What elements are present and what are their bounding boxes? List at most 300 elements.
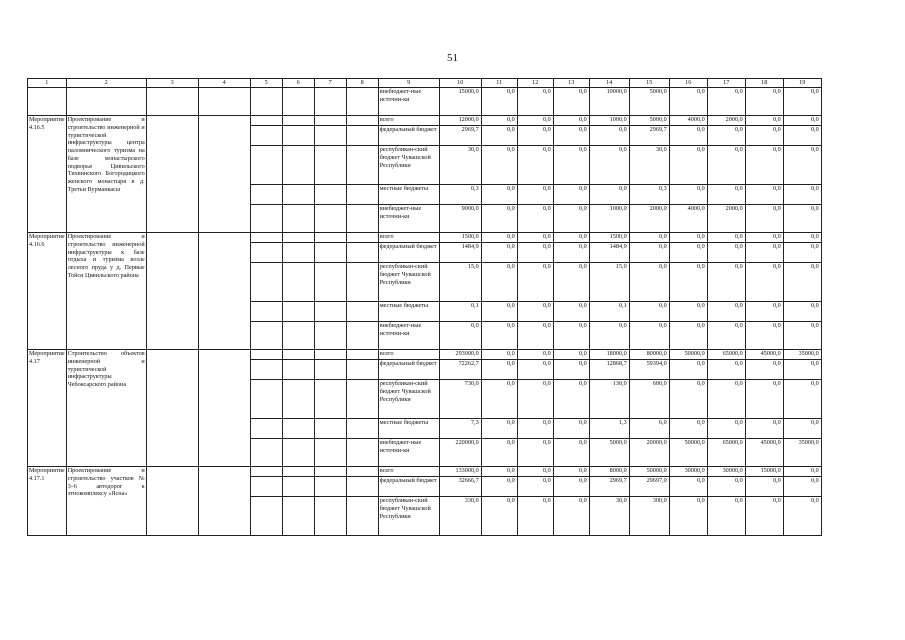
measure-id: Мероприятие 4.17.1 <box>28 467 67 536</box>
amount-cell: 0,0 <box>553 88 589 116</box>
amount-cell: 0,0 <box>589 185 629 205</box>
amount-cell: 20000,0 <box>629 439 669 467</box>
empty-cell <box>314 116 346 126</box>
amount-cell: 15,0 <box>439 263 481 302</box>
empty-cell <box>346 205 378 233</box>
empty-cell <box>346 263 378 302</box>
amount-cell: 0,0 <box>707 360 745 380</box>
amount-cell: 0,0 <box>553 497 589 536</box>
amount-cell: 0,0 <box>783 322 821 350</box>
measure-name: Проектирование и строительство инженерной инфраструктуры к базе отдыха и туризма возле лесного пруда у д. Первые Тойси Цивильского района <box>66 233 146 350</box>
empty-cell <box>346 419 378 439</box>
column-number: 7 <box>314 79 346 88</box>
amount-cell: 0,0 <box>745 185 783 205</box>
empty-cell <box>250 380 282 419</box>
funding-source: федеральный бюджет <box>378 477 439 497</box>
amount-cell: 35000,0 <box>783 350 821 360</box>
amount-cell: 65000,0 <box>707 350 745 360</box>
amount-cell: 330,0 <box>439 497 481 536</box>
amount-cell: 30000,0 <box>669 467 707 477</box>
amount-cell: 1500,0 <box>439 233 481 243</box>
amount-cell: 0,0 <box>481 233 517 243</box>
amount-cell: 1484,9 <box>589 243 629 263</box>
amount-cell: 0,0 <box>707 419 745 439</box>
funding-source: республикан-ский бюджет Чувашской Республики <box>378 263 439 302</box>
amount-cell: 0,0 <box>481 350 517 360</box>
funding-source: всего <box>378 467 439 477</box>
amount-cell: 133000,0 <box>439 467 481 477</box>
column-number: 16 <box>669 79 707 88</box>
amount-cell: 29697,0 <box>629 477 669 497</box>
amount-cell: 0,0 <box>589 146 629 185</box>
amount-cell: 0,0 <box>553 419 589 439</box>
amount-cell: 0,0 <box>629 322 669 350</box>
amount-cell: 0,0 <box>517 116 553 126</box>
amount-cell: 1000,0 <box>589 116 629 126</box>
empty-cell <box>314 205 346 233</box>
empty-cell <box>346 88 378 116</box>
funding-source: внебюджет-ные источни-ки <box>378 88 439 116</box>
empty-cell <box>346 467 378 477</box>
amount-cell: 0,1 <box>589 302 629 322</box>
empty-cell <box>314 477 346 497</box>
empty-cell <box>282 322 314 350</box>
amount-cell: 0,0 <box>745 88 783 116</box>
amount-cell: 65000,0 <box>707 439 745 467</box>
empty-cell <box>346 126 378 146</box>
amount-cell: 0,0 <box>745 477 783 497</box>
empty-cell <box>250 233 282 243</box>
funding-source: внебюджет-ные источни-ки <box>378 322 439 350</box>
amount-cell: 1484,9 <box>439 243 481 263</box>
empty-cell <box>146 233 198 350</box>
amount-cell: 130,0 <box>589 380 629 419</box>
amount-cell: 0,0 <box>553 263 589 302</box>
amount-cell: 0,0 <box>783 419 821 439</box>
table-row <box>28 233 822 243</box>
empty-cell <box>314 467 346 477</box>
amount-cell: 0,0 <box>517 205 553 233</box>
empty-cell <box>282 243 314 263</box>
amount-cell: 0,0 <box>669 243 707 263</box>
amount-cell: 0,3 <box>629 185 669 205</box>
empty-cell <box>282 350 314 360</box>
empty-cell <box>282 380 314 419</box>
empty-cell <box>282 497 314 536</box>
amount-cell: 0,0 <box>517 439 553 467</box>
amount-cell: 0,0 <box>707 88 745 116</box>
empty-cell <box>250 126 282 146</box>
empty-cell <box>250 185 282 205</box>
amount-cell: 0,0 <box>669 146 707 185</box>
amount-cell: 0,0 <box>481 88 517 116</box>
measure-id: Мероприятие 4.16.6 <box>28 233 67 350</box>
amount-cell: 0,0 <box>481 497 517 536</box>
amount-cell: 5000,0 <box>589 439 629 467</box>
amount-cell: 0,0 <box>481 243 517 263</box>
funding-source: местные бюджеты <box>378 419 439 439</box>
amount-cell: 0,0 <box>707 380 745 419</box>
amount-cell: 0,0 <box>707 126 745 146</box>
amount-cell: 2969,7 <box>589 477 629 497</box>
amount-cell: 0,0 <box>707 263 745 302</box>
amount-cell: 2969,7 <box>439 126 481 146</box>
amount-cell: 0,0 <box>669 419 707 439</box>
amount-cell: 0,0 <box>439 322 481 350</box>
amount-cell: 0,0 <box>517 126 553 146</box>
amount-cell: 0,0 <box>553 467 589 477</box>
amount-cell: 15000,0 <box>439 88 481 116</box>
amount-cell: 0,0 <box>481 419 517 439</box>
funding-source: федеральный бюджет <box>378 360 439 380</box>
column-number: 18 <box>745 79 783 88</box>
amount-cell: 50000,0 <box>669 350 707 360</box>
empty-cell <box>250 116 282 126</box>
funding-source: республикан-ский бюджет Чувашской Республики <box>378 497 439 536</box>
funding-source: внебюджет-ные источни-ки <box>378 439 439 467</box>
amount-cell: 0,0 <box>481 322 517 350</box>
empty-cell <box>250 360 282 380</box>
empty-cell <box>282 185 314 205</box>
funding-source: местные бюджеты <box>378 185 439 205</box>
amount-cell: 0,0 <box>553 243 589 263</box>
amount-cell: 300,0 <box>629 497 669 536</box>
amount-cell: 0,0 <box>553 350 589 360</box>
amount-cell: 50000,0 <box>629 467 669 477</box>
empty-cell <box>314 185 346 205</box>
amount-cell: 0,0 <box>745 360 783 380</box>
table-body <box>28 88 822 536</box>
empty-cell <box>282 146 314 185</box>
column-number-row <box>28 79 822 88</box>
amount-cell: 0,0 <box>553 477 589 497</box>
empty-cell <box>250 477 282 497</box>
amount-cell: 0,0 <box>783 185 821 205</box>
empty-cell <box>198 116 250 233</box>
empty-cell <box>314 380 346 419</box>
amount-cell: 0,0 <box>481 360 517 380</box>
empty-cell <box>282 419 314 439</box>
amount-cell: 0,0 <box>517 88 553 116</box>
empty-cell <box>346 380 378 419</box>
measure-name <box>66 88 146 116</box>
amount-cell: 0,0 <box>589 126 629 146</box>
amount-cell: 15000,0 <box>745 467 783 477</box>
funding-source: всего <box>378 350 439 360</box>
amount-cell: 0,0 <box>629 233 669 243</box>
empty-cell <box>314 419 346 439</box>
amount-cell: 0,0 <box>669 302 707 322</box>
amount-cell: 18000,0 <box>589 350 629 360</box>
column-number: 8 <box>346 79 378 88</box>
amount-cell: 0,0 <box>669 360 707 380</box>
funding-source: федеральный бюджет <box>378 126 439 146</box>
amount-cell: 8000,0 <box>589 467 629 477</box>
empty-cell <box>250 497 282 536</box>
amount-cell: 0,0 <box>783 233 821 243</box>
empty-cell <box>282 126 314 146</box>
column-number: 15 <box>629 79 669 88</box>
amount-cell: 220000,0 <box>439 439 481 467</box>
column-number: 13 <box>553 79 589 88</box>
empty-cell <box>314 497 346 536</box>
amount-cell: 5000,0 <box>629 88 669 116</box>
amount-cell: 0,0 <box>481 263 517 302</box>
amount-cell: 0,0 <box>745 233 783 243</box>
measure-name: Проектирование и строительство участков № 3–6 автодорог к этнокомплексу «Ясна» <box>66 467 146 536</box>
empty-cell <box>250 205 282 233</box>
amount-cell: 4000,0 <box>669 205 707 233</box>
amount-cell: 0,0 <box>707 477 745 497</box>
amount-cell: 0,3 <box>439 185 481 205</box>
amount-cell: 0,0 <box>481 146 517 185</box>
empty-cell <box>346 185 378 205</box>
empty-cell <box>250 263 282 302</box>
empty-cell <box>314 243 346 263</box>
amount-cell: 0,0 <box>745 380 783 419</box>
amount-cell: 0,0 <box>553 322 589 350</box>
amount-cell: 0,0 <box>783 477 821 497</box>
amount-cell: 59394,0 <box>629 360 669 380</box>
table-row <box>28 116 822 126</box>
amount-cell: 0,0 <box>669 185 707 205</box>
amount-cell: 0,0 <box>783 360 821 380</box>
amount-cell: 0,0 <box>517 380 553 419</box>
column-number: 5 <box>250 79 282 88</box>
empty-cell <box>314 439 346 467</box>
amount-cell: 0,0 <box>707 146 745 185</box>
amount-cell: 0,0 <box>783 116 821 126</box>
amount-cell: 0,0 <box>481 205 517 233</box>
empty-cell <box>282 467 314 477</box>
amount-cell: 0,0 <box>517 350 553 360</box>
empty-cell <box>282 263 314 302</box>
amount-cell: 0,0 <box>783 302 821 322</box>
column-number: 2 <box>66 79 146 88</box>
amount-cell: 0,0 <box>553 116 589 126</box>
amount-cell: 7,3 <box>439 419 481 439</box>
amount-cell: 0,0 <box>553 185 589 205</box>
amount-cell: 0,0 <box>517 419 553 439</box>
amount-cell: 0,0 <box>669 380 707 419</box>
amount-cell: 0,0 <box>707 497 745 536</box>
amount-cell: 0,0 <box>481 185 517 205</box>
amount-cell: 0,0 <box>589 322 629 350</box>
empty-cell <box>282 205 314 233</box>
amount-cell: 0,0 <box>783 126 821 146</box>
empty-cell <box>314 88 346 116</box>
amount-cell: 45000,0 <box>745 350 783 360</box>
amount-cell: 0,0 <box>629 263 669 302</box>
amount-cell: 0,0 <box>669 233 707 243</box>
amount-cell: 0,0 <box>745 322 783 350</box>
funding-source: федеральный бюджет <box>378 243 439 263</box>
amount-cell: 0,0 <box>745 205 783 233</box>
empty-cell <box>314 322 346 350</box>
amount-cell: 0,0 <box>745 126 783 146</box>
amount-cell: 0,0 <box>481 467 517 477</box>
measure-name: Строительство объектов инженерной и туристической инфраструктуры Чебоксарского района <box>66 350 146 467</box>
amount-cell: 0,0 <box>669 322 707 350</box>
empty-cell <box>346 350 378 360</box>
column-number: 10 <box>439 79 481 88</box>
empty-cell <box>346 497 378 536</box>
column-number: 1 <box>28 79 67 88</box>
amount-cell: 0,0 <box>783 467 821 477</box>
amount-cell: 0,0 <box>481 439 517 467</box>
column-number: 17 <box>707 79 745 88</box>
amount-cell: 32666,7 <box>439 477 481 497</box>
empty-cell <box>314 233 346 243</box>
amount-cell: 0,0 <box>669 477 707 497</box>
column-number: 9 <box>378 79 439 88</box>
amount-cell: 72262,7 <box>439 360 481 380</box>
amount-cell: 0,0 <box>481 116 517 126</box>
amount-cell: 0,0 <box>745 146 783 185</box>
amount-cell: 0,0 <box>553 146 589 185</box>
amount-cell: 0,0 <box>517 467 553 477</box>
amount-cell: 12868,7 <box>589 360 629 380</box>
empty-cell <box>250 88 282 116</box>
amount-cell: 0,0 <box>553 126 589 146</box>
amount-cell: 0,0 <box>783 263 821 302</box>
empty-cell <box>146 88 198 116</box>
column-number: 3 <box>146 79 198 88</box>
amount-cell: 0,0 <box>517 185 553 205</box>
amount-cell: 0,0 <box>783 146 821 185</box>
amount-cell: 0,0 <box>553 302 589 322</box>
column-number: 12 <box>517 79 553 88</box>
empty-cell <box>346 233 378 243</box>
amount-cell: 35000,0 <box>783 439 821 467</box>
amount-cell: 0,0 <box>481 477 517 497</box>
amount-cell: 730,0 <box>439 380 481 419</box>
empty-cell <box>250 302 282 322</box>
amount-cell: 0,0 <box>517 233 553 243</box>
amount-cell: 0,0 <box>517 243 553 263</box>
amount-cell: 600,0 <box>629 380 669 419</box>
amount-cell: 0,0 <box>783 380 821 419</box>
funding-source: республикан-ский бюджет Чувашской Республики <box>378 146 439 185</box>
empty-cell <box>198 350 250 467</box>
amount-cell: 0,0 <box>517 477 553 497</box>
amount-cell: 2969,7 <box>629 126 669 146</box>
amount-cell: 1,3 <box>589 419 629 439</box>
amount-cell: 0,0 <box>745 497 783 536</box>
amount-cell: 0,0 <box>517 322 553 350</box>
amount-cell: 15,0 <box>589 263 629 302</box>
amount-cell: 5000,0 <box>629 116 669 126</box>
amount-cell: 293000,0 <box>439 350 481 360</box>
empty-cell <box>346 146 378 185</box>
amount-cell: 0,0 <box>707 243 745 263</box>
table-row <box>28 88 822 116</box>
amount-cell: 50000,0 <box>669 439 707 467</box>
amount-cell: 0,0 <box>481 126 517 146</box>
column-number: 14 <box>589 79 629 88</box>
amount-cell: 0,0 <box>669 497 707 536</box>
empty-cell <box>250 146 282 185</box>
funding-source: всего <box>378 116 439 126</box>
amount-cell: 80000,0 <box>629 350 669 360</box>
empty-cell <box>250 322 282 350</box>
amount-cell: 0,0 <box>783 88 821 116</box>
amount-cell: 30000,0 <box>707 467 745 477</box>
column-number: 4 <box>198 79 250 88</box>
empty-cell <box>314 360 346 380</box>
empty-cell <box>198 467 250 536</box>
budget-table <box>27 78 822 536</box>
empty-cell <box>250 419 282 439</box>
column-number: 19 <box>783 79 821 88</box>
amount-cell: 9000,0 <box>439 205 481 233</box>
empty-cell <box>282 88 314 116</box>
amount-cell: 2000,0 <box>707 205 745 233</box>
amount-cell: 0,0 <box>745 263 783 302</box>
measure-id: Мероприятие 4.16.5 <box>28 116 67 233</box>
empty-cell <box>146 467 198 536</box>
empty-cell <box>314 126 346 146</box>
amount-cell: 0,0 <box>783 205 821 233</box>
amount-cell: 0,0 <box>553 233 589 243</box>
amount-cell: 0,0 <box>517 302 553 322</box>
amount-cell: 0,0 <box>745 302 783 322</box>
funding-source: местные бюджеты <box>378 302 439 322</box>
amount-cell: 0,1 <box>439 302 481 322</box>
amount-cell: 0,0 <box>669 126 707 146</box>
empty-cell <box>250 350 282 360</box>
empty-cell <box>346 477 378 497</box>
funding-source: внебюджет-ные источни-ки <box>378 205 439 233</box>
column-number: 6 <box>282 79 314 88</box>
amount-cell: 0,0 <box>707 185 745 205</box>
empty-cell <box>198 233 250 350</box>
amount-cell: 0,0 <box>553 205 589 233</box>
empty-cell <box>282 439 314 467</box>
empty-cell <box>250 439 282 467</box>
amount-cell: 0,0 <box>745 419 783 439</box>
amount-cell: 30,0 <box>439 146 481 185</box>
amount-cell: 30,0 <box>589 497 629 536</box>
measure-id <box>28 88 67 116</box>
amount-cell: 12000,0 <box>439 116 481 126</box>
empty-cell <box>346 116 378 126</box>
amount-cell: 45000,0 <box>745 439 783 467</box>
empty-cell <box>198 88 250 116</box>
empty-cell <box>250 243 282 263</box>
amount-cell: 0,0 <box>745 116 783 126</box>
amount-cell: 0,0 <box>707 233 745 243</box>
amount-cell: 0,0 <box>669 88 707 116</box>
amount-cell: 1500,0 <box>589 233 629 243</box>
column-number: 11 <box>481 79 517 88</box>
empty-cell <box>282 116 314 126</box>
amount-cell: 0,0 <box>517 360 553 380</box>
amount-cell: 6,0 <box>629 419 669 439</box>
page-number: 51 <box>447 52 458 64</box>
amount-cell: 4000,0 <box>669 116 707 126</box>
empty-cell <box>282 477 314 497</box>
empty-cell <box>282 233 314 243</box>
empty-cell <box>314 302 346 322</box>
amount-cell: 0,0 <box>707 322 745 350</box>
amount-cell: 0,0 <box>783 243 821 263</box>
empty-cell <box>346 322 378 350</box>
amount-cell: 2000,0 <box>707 116 745 126</box>
empty-cell <box>282 302 314 322</box>
amount-cell: 0,0 <box>629 302 669 322</box>
empty-cell <box>146 350 198 467</box>
